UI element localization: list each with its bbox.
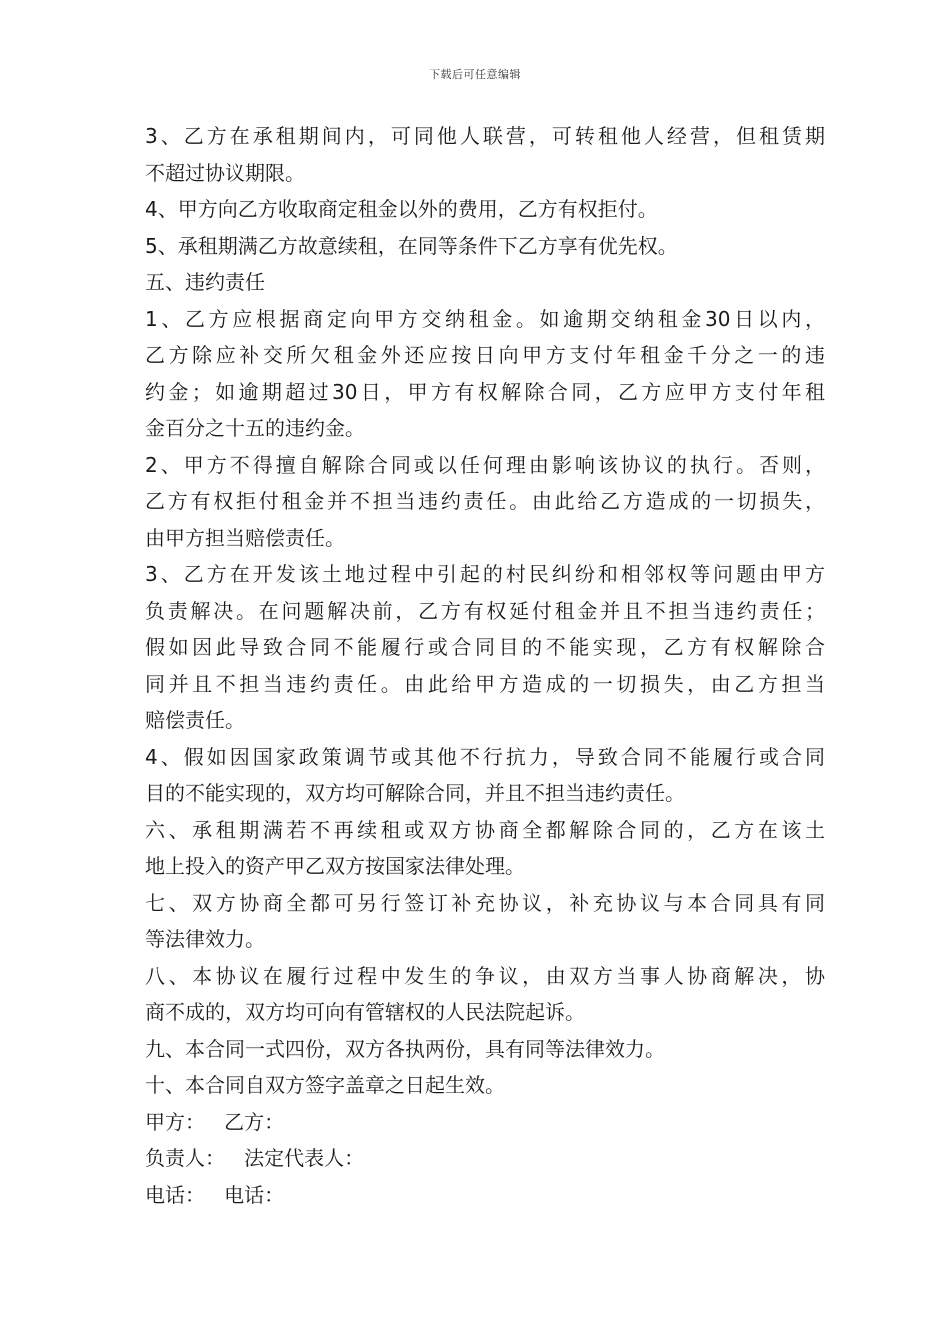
- text-line: 乙方有权拒付租金并不担当违约责任。由此给乙方造成的一切损失，: [145, 489, 825, 513]
- text-line: 电话： 电话：: [145, 1182, 285, 1207]
- text-line: 5、承租期满乙方故意续租，在同等条件下乙方享有优先权。: [145, 233, 678, 258]
- text-line: 等法律效力。: [145, 927, 265, 951]
- text-line: 目的不能实现的，双方均可解除合同，并且不担当违约责任。: [145, 781, 685, 805]
- text-line: 八、本协议在履行过程中发生的争议，由双方当事人协商解决，协: [145, 963, 825, 988]
- page-header: 下载后可任意编辑: [429, 68, 521, 81]
- text-line: 乙方除应补交所欠租金外还应按日向甲方支付年租金千分之一的违: [145, 343, 825, 367]
- text-line: 3、乙方在承租期间内，可同他人联营，可转租他人经营，但租赁期: [145, 124, 825, 148]
- text-line: 1、乙方应根据商定向甲方交纳租金。如逾期交纳租金30日以内，: [145, 306, 825, 331]
- text-line: 约金；如逾期超过30日，甲方有权解除合同，乙方应甲方支付年租: [145, 379, 825, 404]
- text-line: 由甲方担当赔偿责任。: [145, 525, 345, 550]
- text-line: 五、违约责任: [145, 270, 265, 294]
- text-line: 地上投入的资产甲乙双方按国家法律处理。: [145, 854, 525, 878]
- text-line: 3、乙方在开发该土地过程中引起的村民纠纷和相邻权等问题由甲方: [145, 562, 825, 586]
- text-line: 2、甲方不得擅自解除合同或以任何理由影响该协议的执行。否则，: [145, 452, 825, 477]
- text-line: 负责解决。在问题解决前，乙方有权延付租金并且不担当违约责任；: [145, 598, 825, 623]
- text-line: 金百分之十五的违约金。: [145, 416, 365, 440]
- text-line: 4、假如因国家政策调节或其他不行抗力，导致合同不能履行或合同: [145, 744, 825, 769]
- text-line: 假如因此导致合同不能履行或合同目的不能实现，乙方有权解除合: [145, 635, 825, 659]
- text-line: 十、本合同自双方签字盖章之日起生效。: [145, 1073, 505, 1097]
- text-line: 九、本合同一式四份，双方各执两份，具有同等法律效力。: [145, 1036, 665, 1061]
- text-line: 七、双方协商全都可另行签订补充协议，补充协议与本合同具有同: [145, 890, 825, 915]
- text-line: 六、承租期满若不再续租或双方协商全都解除合同的，乙方在该土: [145, 817, 825, 842]
- text-line: 负责人： 法定代表人：: [145, 1146, 365, 1170]
- text-line: 甲方： 乙方：: [145, 1109, 285, 1134]
- text-line: 同并且不担当违约责任。由此给甲方造成的一切损失，由乙方担当: [145, 671, 825, 696]
- text-line: 商不成的，双方均可向有管辖权的人民法院起诉。: [145, 1000, 585, 1024]
- text-line: 不超过协议期限。: [145, 160, 305, 185]
- document-body: [145, 118, 825, 1213]
- text-line: 赔偿责任。: [145, 708, 245, 732]
- text-line: 4、甲方向乙方收取商定租金以外的费用，乙方有权拒付。: [145, 197, 658, 221]
